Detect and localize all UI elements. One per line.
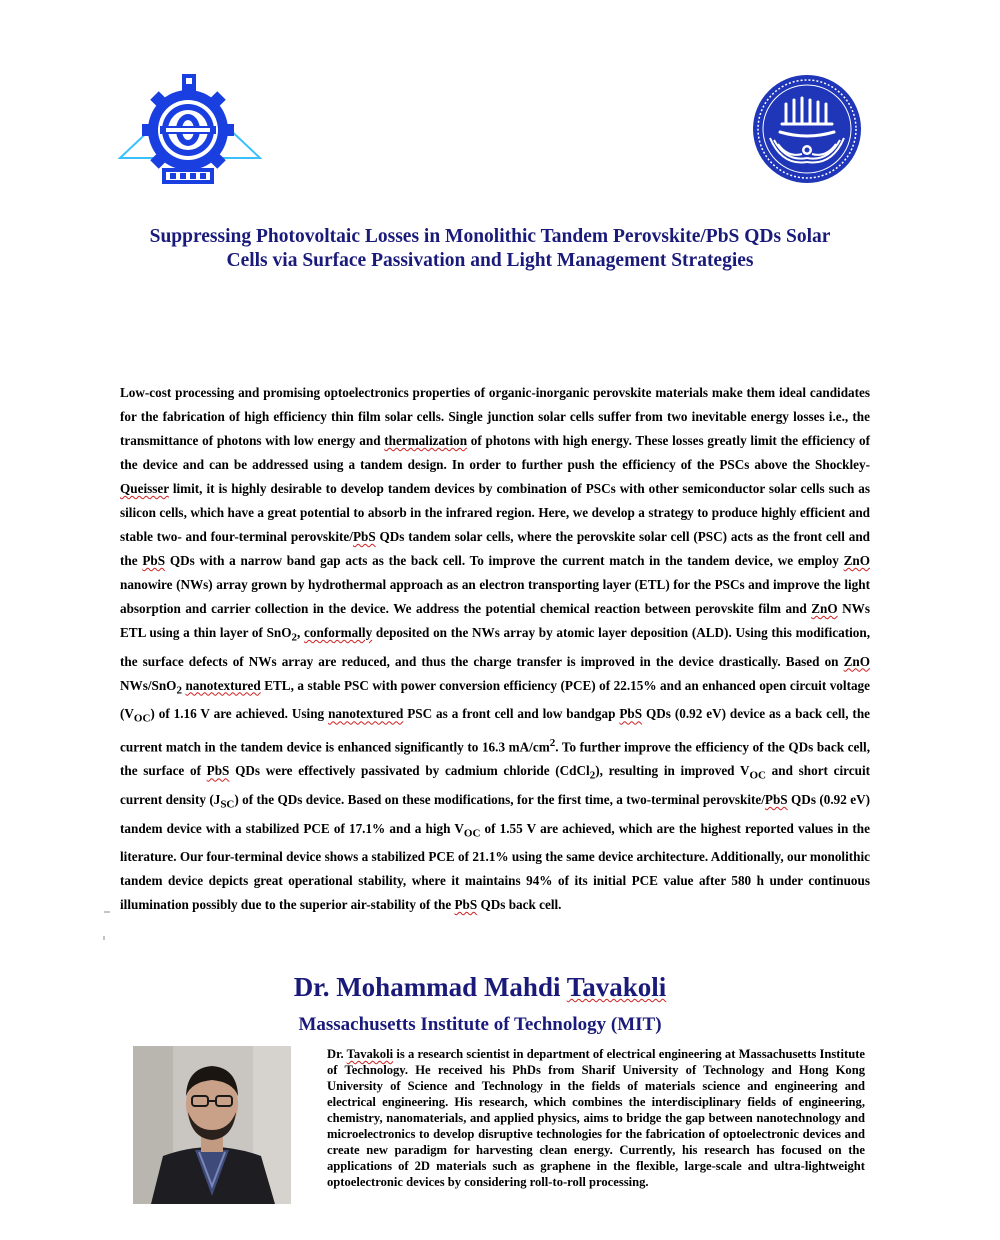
talk-title (110, 225, 870, 273)
speaker-name: Dr. Mohammad Mahdi Tavakoli (293, 972, 667, 1002)
talk-title-line1: Suppressing Photovoltaic Losses in Monolithic Tandem Perovskite/PbS QDs Solar (149, 226, 831, 247)
university-seal-icon (752, 74, 862, 184)
speaker-portrait-icon (133, 1046, 291, 1204)
talk-title-line2: Cells via Surface Passivation and Light Management Strategies (226, 250, 754, 271)
speaker-bio: Dr. Tavakoli is a research scientist in department of electrical engineering at Massachusetts Institute of Technology. He received his PhDs from Sharif University of Technology and Hong Kong University of Science and Technology in the fields of materials science and engineering and electrical engineering. His research, which combines the interdisciplinary fields of engineering, chemistry, nanomaterials, and applied physics, aims to bridge the gap between nanotechnology and microelectronics to develop disruptive technologies for the fabrication of optoelectronic devices and create new paradigm for harvesting clean energy. Currently, his research has focused on the applications of 2D materials such as graphene in the flexible, large-scale and ultra-lightweight optoelectronic devices by considering roll-to-roll processing. (327, 1047, 865, 1189)
gear-emblem-icon (116, 72, 264, 186)
margin-marks (103, 910, 111, 940)
abstract-paragraph: Low-cost processing and promising optoelectronics properties of organic-inorganic perovskite materials make them ideal candidates for the fabrication of high efficiency thin film solar cells. Single junction solar cells suffer from two inevitable energy losses i.e., the transmittance of photons with low energy and thermalization of photons with high energy. These losses greatly limit the efficiency of the device and can be addressed using a tandem design. In order to further push the efficiency of the PSCs above the Shockley-Queisser limit, it is highly desirable to develop tandem devices by combination of PSCs with other semiconductor solar cells such as silicon cells, which have a great potential to absorb in the infrared region. Here, we develop a strategy to produce highly efficient and stable two- and four-terminal perovskite/PbS QDs tandem solar cells, where the perovskite solar cell (PSC) acts as the front cell and the PbS QDs with a narrow band gap acts as the back cell. To improve the current match in the tandem device, we employ ZnO nanowire (NWs) array grown by hydrothermal approach as an electron transporting layer (ETL) for the PSCs and improve the light absorption and carrier collection in the device. We address the potential chemical reaction between perovskite film and ZnO NWs ETL using a thin layer of SnO$_2$, conformally deposited on the NWs array by atomic layer deposition (ALD). Using this modification, the surface defects of NWs array are reduced, and thus the charge transfer is improved in the device drastically. Based on ZnO NWs/SnO$_2$ nanotextured ETL, a stable PSC with power conversion efficiency (PCE) of 22.15% and an enhanced open circuit voltage $(V_{OC})$ of 1.16 V are achieved. Using nanotextured PSC as a front cell and low bandgap PbS QDs (0.92 eV) device as a back cell, the current match in the tandem device is enhanced significantly to 16.3 $mA/cm^2$. To further improve the efficiency of the QDs back cell, the surface of PbS QDs were effectively passivated by cadmium chloride (CdCl$_2$), resulting in improved $V_{OC}$ and short circuit current density $(J_{SC})$ of the QDs device. Based on these modifications, for the first time, a two-terminal perovskite/PbS QDs (0.92 eV) tandem device with a stabilized PCE of 17.1% and a high $V_{OC}$ of 1.55 V are achieved, which are the highest reported values in the literature. Our four-terminal device shows a stabilized PCE of 21.1% using the same device architecture. Additionally, our monolithic tandem device depicts great operational stability, where it maintains 94% of its initial PCE value after 580 h under continuous illumination possibly due to the superior air-stability of the PbS QDs back cell. (120, 385, 871, 913)
speaker-institution: Massachusetts Institute of Technology (MIT) (298, 1014, 662, 1035)
